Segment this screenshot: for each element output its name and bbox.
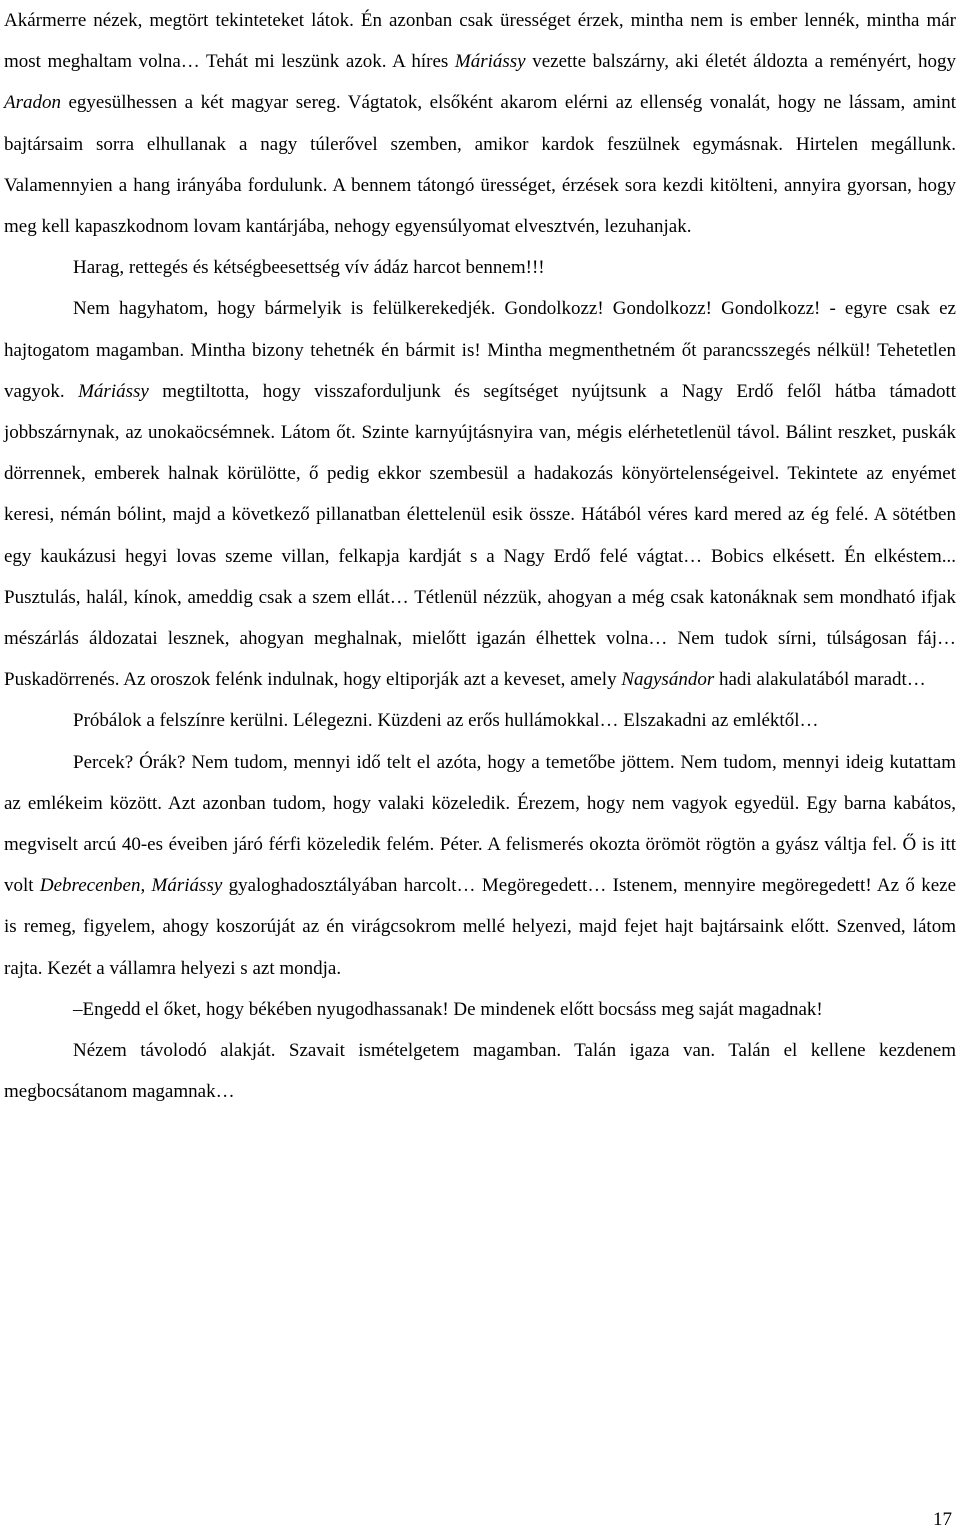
paragraph: [4, 700, 956, 741]
italic-text: Máriássy: [454, 51, 526, 73]
italic-text: Nagysándor: [621, 669, 715, 691]
paragraph-text: Nem hagyhatom, hogy bármelyik is felülkerekedjék. Gondolkozz! Gondolkozz! Gondolkozz! - egyre csak ez hajtogatom magamban. Mintha bizony tehetnék én bármit is! Mintha megmenthetném őt parancsszegés nélkül! Tehetetlen vagyok.: [4, 298, 956, 402]
paragraph-text: Nézem távolodó alakját. Szavait ismételgetem magamban. Talán igaza van. Talán el kellene kezdenem megbocsátanom magamnak…: [4, 1040, 956, 1103]
paragraph-text: Akármerre nézek, megtört tekinteteket látok. Én azonban csak ürességet érzek, mintha nem is ember lennék, mintha már most meghaltam volna… Tehát mi leszünk azok. A híres: [4, 10, 956, 73]
paragraph-text: –Engedd el őket, hogy békében nyugodhassanak! De mindenek előtt bocsáss meg saját magadnak!: [73, 998, 823, 1020]
italic-text: Máriássy: [78, 380, 149, 402]
paragraph-text: Harag, rettegés és kétségbeesettség vív ádáz harcot bennem!!!: [73, 257, 545, 279]
page-number: 17: [933, 1509, 952, 1530]
paragraph: [4, 1030, 956, 1112]
paragraph-text: Percek? Órák? Nem tudom, mennyi idő telt el azóta, hogy a temetőbe jöttem. Nem tudom, mennyi ideig kutattam az emlékeim között. Azt azonban tudom, hogy valaki közeledik. Érezem, hogy nem vagyok egyedül. Egy barna kabátos, megviselt arcú 40-es éveiben járó férfi közeledik felém. Péter. A felismerés okozta örömöt rögtön a gyász váltja fel. Ő is itt volt: [4, 751, 956, 897]
paragraph-text: egyesülhessen a két magyar sereg. Vágtatok, elsőként akarom elérni az ellenség vonalát, hogy ne lássam, amint bajtársaim sorra elhullanak a nagy túlerővel szemben, amikor kardok feszülnek egymásnak. Hirtelen megállunk. Valamennyien a hang irányába fordulunk. A bennem tátongó ürességet, érzések sora kezdi kitölteni, annyira gyorsan, hogy meg kell kapaszkodnom lovam kantárjába, nehogy egyensúlyomat elvesztvén, lezuhanjak.: [4, 92, 956, 238]
paragraph-text: Próbálok a felszínre kerülni. Lélegezni. Küzdeni az erős hullámokkal… Elszakadni az emléktől…: [73, 710, 819, 732]
paragraph-text: ,: [140, 875, 152, 897]
paragraph: [4, 247, 956, 288]
paragraph-text: megtiltotta, hogy visszaforduljunk és segítséget nyújtsunk a Nagy Erdő felől hátba támadott jobbszárnynak, az unokaöcsémnek. Látom őt. Szinte karnyújtásnyira van, mégis elérhetetlenül távol. Bálint reszket, puskák dörrennek, emberek halnak körülötte, ő pedig ekkor szembesül a hadakozás könyörtelenségeivel. Tekintete az enyémet keresi, némán bólint, majd a következő pillanatban élettelenül esik össze. Hátából véres kard mered az ég felé. A sötétben egy kaukázusi hegyi lovas szeme villan, felkapja kardját s a Nagy Erdő felé vágtat… Bobics elkésett. Én elkéstem... Pusztulás, halál, kínok, ameddig csak a szem ellát… Tétlenül nézzük, ahogyan a még csak katonáknak sem mondható ifjak mészárlás áldozatai lesznek, ahogyan meghalnak, mielőtt igazán élhettek volna… Nem tudok sírni, túlságosan fáj… Puskadörrenés. Az oroszok felénk indulnak, hogy eltiporják azt a keveset, amely: [4, 380, 956, 691]
paragraph: [4, 989, 956, 1030]
document-body: [4, 0, 956, 1112]
paragraph-text: hadi alakulatából maradt…: [714, 669, 926, 691]
paragraph: [4, 0, 956, 247]
paragraph: [4, 742, 956, 989]
paragraph-text: vezette balszárny, aki életét áldozta a reményért, hogy: [525, 51, 956, 73]
italic-text: Máriássy: [151, 875, 223, 897]
paragraph: [4, 288, 956, 700]
italic-text: Aradon: [4, 92, 61, 114]
italic-text: Debrecenben: [39, 875, 141, 897]
paragraph-text: gyaloghadosztályában harcolt… Megöregedett… Istenem, mennyire megöregedett! Az ő keze is remeg, figyelem, ahogy koszorúját az én virágcsokrom mellé helyezi, majd fejet hajt bajtársaink előtt. Szenved, látom rajta. Kezét a vállamra helyezi s azt mondja.: [4, 875, 957, 979]
